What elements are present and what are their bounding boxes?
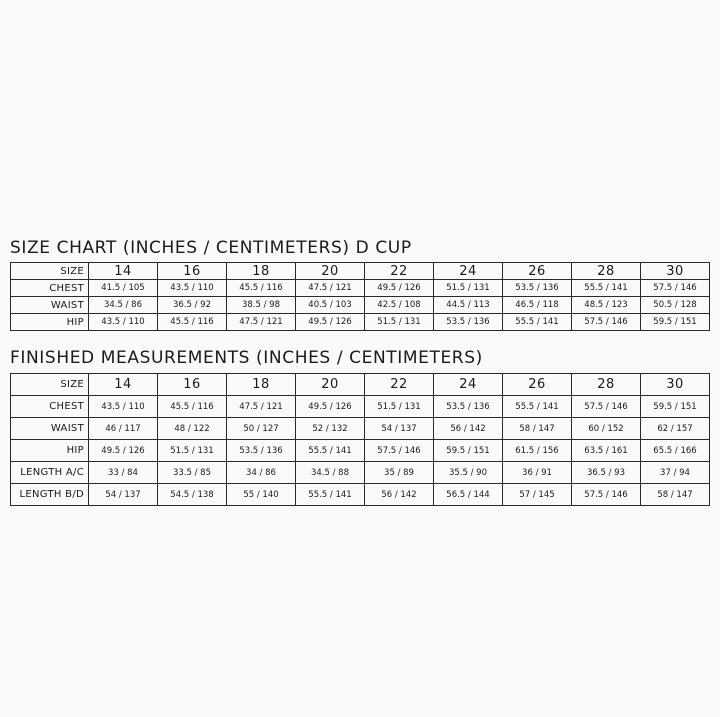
table-cell: 51.5 / 131	[365, 314, 434, 331]
table-cell: 36 / 91	[503, 462, 572, 484]
size-30: 30	[641, 263, 710, 280]
table-row-waist	[11, 297, 710, 314]
table-cell: 51.5 / 131	[158, 440, 227, 462]
table-cell: 59.5 / 151	[641, 314, 710, 331]
size-24: 24	[434, 374, 503, 396]
table-cell: 49.5 / 126	[89, 440, 158, 462]
table-cell: 56.5 / 144	[434, 484, 503, 506]
table-row-chest	[11, 280, 710, 297]
table-row-length-b-d	[11, 484, 710, 506]
table-cell: 53.5 / 136	[434, 314, 503, 331]
table-cell: 53.5 / 136	[227, 440, 296, 462]
size-chart-title: SIZE CHART (INCHES / CENTIMETERS) D CUP	[10, 238, 412, 258]
table-cell: 62 / 157	[641, 418, 710, 440]
table-row-length-a-c	[11, 462, 710, 484]
size-18: 18	[227, 374, 296, 396]
table-cell: 55.5 / 141	[296, 440, 365, 462]
row-label-waist: WAIST	[11, 418, 89, 440]
table-cell: 55.5 / 141	[572, 280, 641, 297]
table-row-hip	[11, 440, 710, 462]
table-cell: 34 / 86	[227, 462, 296, 484]
table-cell: 44.5 / 113	[434, 297, 503, 314]
size-20: 20	[296, 374, 365, 396]
size-22: 22	[365, 374, 434, 396]
table-cell: 48 / 122	[158, 418, 227, 440]
table-cell: 50 / 127	[227, 418, 296, 440]
table-cell: 57.5 / 146	[572, 396, 641, 418]
table-cell: 38.5 / 98	[227, 297, 296, 314]
row-label-chest: CHEST	[11, 396, 89, 418]
table-cell: 45.5 / 116	[227, 280, 296, 297]
table-cell: 47.5 / 121	[227, 396, 296, 418]
size-header-row	[11, 263, 710, 280]
table-row-hip	[11, 314, 710, 331]
table-cell: 56 / 142	[434, 418, 503, 440]
table-cell: 59.5 / 151	[641, 396, 710, 418]
table-cell: 55.5 / 141	[503, 314, 572, 331]
row-label-length-b-d: LENGTH B/D	[11, 484, 89, 506]
table-cell: 57.5 / 146	[572, 484, 641, 506]
table-cell: 58 / 147	[503, 418, 572, 440]
row-label-hip: HIP	[11, 314, 89, 331]
finished-measurements-title: FINISHED MEASUREMENTS (INCHES / CENTIMETERS)	[10, 348, 483, 368]
table-cell: 54.5 / 138	[158, 484, 227, 506]
size-26: 26	[503, 374, 572, 396]
size-28: 28	[572, 374, 641, 396]
table-cell: 37 / 94	[641, 462, 710, 484]
table-cell: 46.5 / 118	[503, 297, 572, 314]
size-30: 30	[641, 374, 710, 396]
row-label-hip: HIP	[11, 440, 89, 462]
table-cell: 35 / 89	[365, 462, 434, 484]
table-cell: 51.5 / 131	[434, 280, 503, 297]
table-cell: 33.5 / 85	[158, 462, 227, 484]
table-cell: 53.5 / 136	[503, 280, 572, 297]
size-label: SIZE	[11, 263, 89, 280]
size-chart-table	[10, 262, 710, 331]
table-cell: 53.5 / 136	[434, 396, 503, 418]
table-cell: 57.5 / 146	[641, 280, 710, 297]
size-28: 28	[572, 263, 641, 280]
table-cell: 46 / 117	[89, 418, 158, 440]
table-cell: 65.5 / 166	[641, 440, 710, 462]
table-cell: 56 / 142	[365, 484, 434, 506]
table-cell: 59.5 / 151	[434, 440, 503, 462]
table-cell: 54 / 137	[89, 484, 158, 506]
table-cell: 55.5 / 141	[503, 396, 572, 418]
size-16: 16	[158, 263, 227, 280]
table-cell: 45.5 / 116	[158, 314, 227, 331]
table-cell: 57 / 145	[503, 484, 572, 506]
table-cell: 51.5 / 131	[365, 396, 434, 418]
row-label-chest: CHEST	[11, 280, 89, 297]
table-cell: 50.5 / 128	[641, 297, 710, 314]
table-cell: 43.5 / 110	[89, 396, 158, 418]
table-cell: 48.5 / 123	[572, 297, 641, 314]
size-24: 24	[434, 263, 503, 280]
table-cell: 49.5 / 126	[296, 314, 365, 331]
table-cell: 36.5 / 92	[158, 297, 227, 314]
table-cell: 43.5 / 110	[158, 280, 227, 297]
table-cell: 36.5 / 93	[572, 462, 641, 484]
table-cell: 57.5 / 146	[572, 314, 641, 331]
size-label: SIZE	[11, 374, 89, 396]
table-cell: 33 / 84	[89, 462, 158, 484]
table-cell: 58 / 147	[641, 484, 710, 506]
size-22: 22	[365, 263, 434, 280]
table-cell: 52 / 132	[296, 418, 365, 440]
finished-measurements-table	[10, 373, 710, 506]
table-cell: 60 / 152	[572, 418, 641, 440]
table-cell: 40.5 / 103	[296, 297, 365, 314]
table-cell: 45.5 / 116	[158, 396, 227, 418]
size-14: 14	[89, 374, 158, 396]
table-cell: 49.5 / 126	[365, 280, 434, 297]
size-26: 26	[503, 263, 572, 280]
size-header-row	[11, 374, 710, 396]
table-cell: 47.5 / 121	[296, 280, 365, 297]
table-cell: 41.5 / 105	[89, 280, 158, 297]
table-cell: 42.5 / 108	[365, 297, 434, 314]
table-cell: 55.5 / 141	[296, 484, 365, 506]
row-label-waist: WAIST	[11, 297, 89, 314]
table-cell: 43.5 / 110	[89, 314, 158, 331]
size-14: 14	[89, 263, 158, 280]
table-cell: 61.5 / 156	[503, 440, 572, 462]
size-16: 16	[158, 374, 227, 396]
table-cell: 34.5 / 88	[296, 462, 365, 484]
size-18: 18	[227, 263, 296, 280]
row-label-length-a-c: LENGTH A/C	[11, 462, 89, 484]
table-row-waist	[11, 418, 710, 440]
table-row-chest	[11, 396, 710, 418]
table-cell: 34.5 / 86	[89, 297, 158, 314]
table-cell: 47.5 / 121	[227, 314, 296, 331]
table-cell: 49.5 / 126	[296, 396, 365, 418]
table-cell: 55 / 140	[227, 484, 296, 506]
table-cell: 63.5 / 161	[572, 440, 641, 462]
table-cell: 54 / 137	[365, 418, 434, 440]
table-cell: 57.5 / 146	[365, 440, 434, 462]
table-cell: 35.5 / 90	[434, 462, 503, 484]
size-20: 20	[296, 263, 365, 280]
